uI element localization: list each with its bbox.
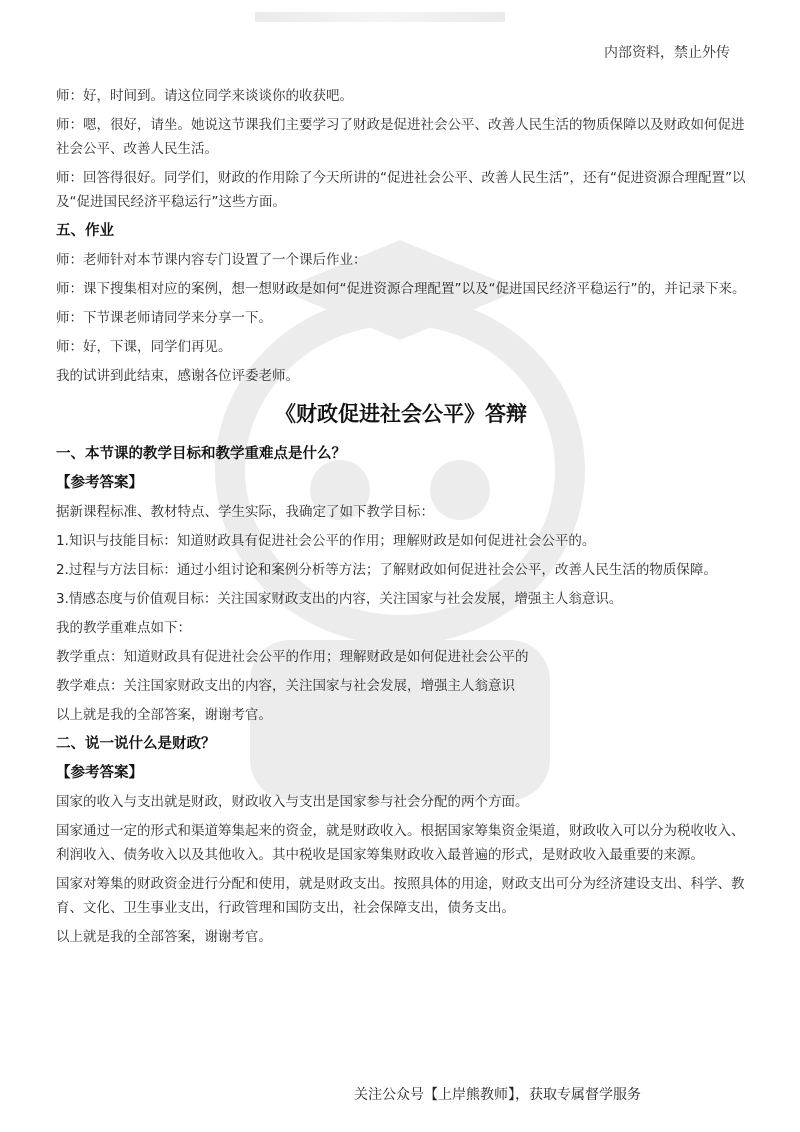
paragraph: 我的教学重难点如下： (56, 620, 191, 636)
answer-label: 【参考答案】 (56, 475, 143, 491)
answer-label: 【参考答案】 (56, 765, 143, 781)
paragraph: 以上就是我的全部答案，谢谢考官。 (56, 707, 272, 723)
paragraph: 教学难点：关注国家财政支出的内容，关注国家与社会发展，增强主人翁意识 (56, 678, 515, 694)
paragraph: 据新课程标准、教材特点、学生实际，我确定了如下教学目标： (56, 504, 434, 520)
paragraph: 教学重点：知道财政具有促进社会公平的作用；理解财政是如何促进社会公平的 (56, 649, 529, 665)
header-faded-text (255, 12, 505, 22)
paragraph: 师：课下搜集相对应的案例，想一想财政是如何“促进资源合理配置”以及“促进国民经济平稳运行”的，并记录下来。 (56, 281, 746, 297)
confidential-notice: 内部资料，禁止外传 (604, 45, 730, 61)
paragraph: 师：嗯，很好，请坐。她说这节课我们主要学习了财政是促进社会公平、改善人民生活的物质保障以及财政如何促进社会公平、改善人民生活。 (56, 117, 745, 157)
paragraph: 2.过程与方法目标：通过小组讨论和案例分析等方法；了解财政如何促进社会公平，改善人民生活的物质保障。 (56, 562, 717, 578)
paragraph: 我的试讲到此结束，感谢各位评委老师。 (56, 368, 299, 384)
footer-promo: 关注公众号【上岸熊教师】，获取专属督学服务 (354, 1087, 641, 1103)
paragraph: 3.情感态度与价值观目标：关注国家财政支出的内容，关注国家与社会发展，增强主人翁意识。 (56, 591, 623, 607)
question-heading: 一、本节课的教学目标和教学重难点是什么？ (56, 446, 346, 462)
defense-title: 《财政促进社会公平》答辩 (275, 402, 527, 426)
homework-heading: 五、作业 (56, 223, 114, 239)
paragraph: 师：下节课老师请同学来分享一下。 (56, 310, 272, 326)
paragraph: 国家对筹集的财政资金进行分配和使用，就是财政支出。按照具体的用途，财政支出可分为经济建设支出、科学、教育、文化、卫生事业支出，行政管理和国防支出，社会保障支出，债务支出。 (56, 876, 745, 916)
paragraph: 师：老师针对本节课内容专门设置了一个课后作业： (56, 252, 367, 268)
document-body (56, 84, 746, 954)
paragraph: 师：好，时间到。请这位同学来谈谈你的收获吧。 (56, 88, 353, 104)
paragraph: 国家的收入与支出就是财政，财政收入与支出是国家参与社会分配的两个方面。 (56, 794, 529, 810)
paragraph: 师：好，下课，同学们再见。 (56, 339, 232, 355)
paragraph: 师：回答得很好。同学们，财政的作用除了今天所讲的“促进社会公平、改善人民生活”，还有“促进资源合理配置”以及“促进国民经济平稳运行”这些方面。 (56, 170, 746, 210)
paragraph: 以上就是我的全部答案，谢谢考官。 (56, 929, 272, 945)
paragraph: 1.知识与技能目标：知道财政具有促进社会公平的作用；理解财政是如何促进社会公平的。 (56, 533, 596, 549)
paragraph: 国家通过一定的形式和渠道筹集起来的资金，就是财政收入。根据国家筹集资金渠道，财政收入可以分为税收收入、利润收入、债务收入以及其他收入。其中税收是国家筹集财政收入最普遍的形式，是财政收入最重要的来源。 (56, 823, 745, 863)
question-heading: 二、说一说什么是财政？ (56, 736, 216, 752)
